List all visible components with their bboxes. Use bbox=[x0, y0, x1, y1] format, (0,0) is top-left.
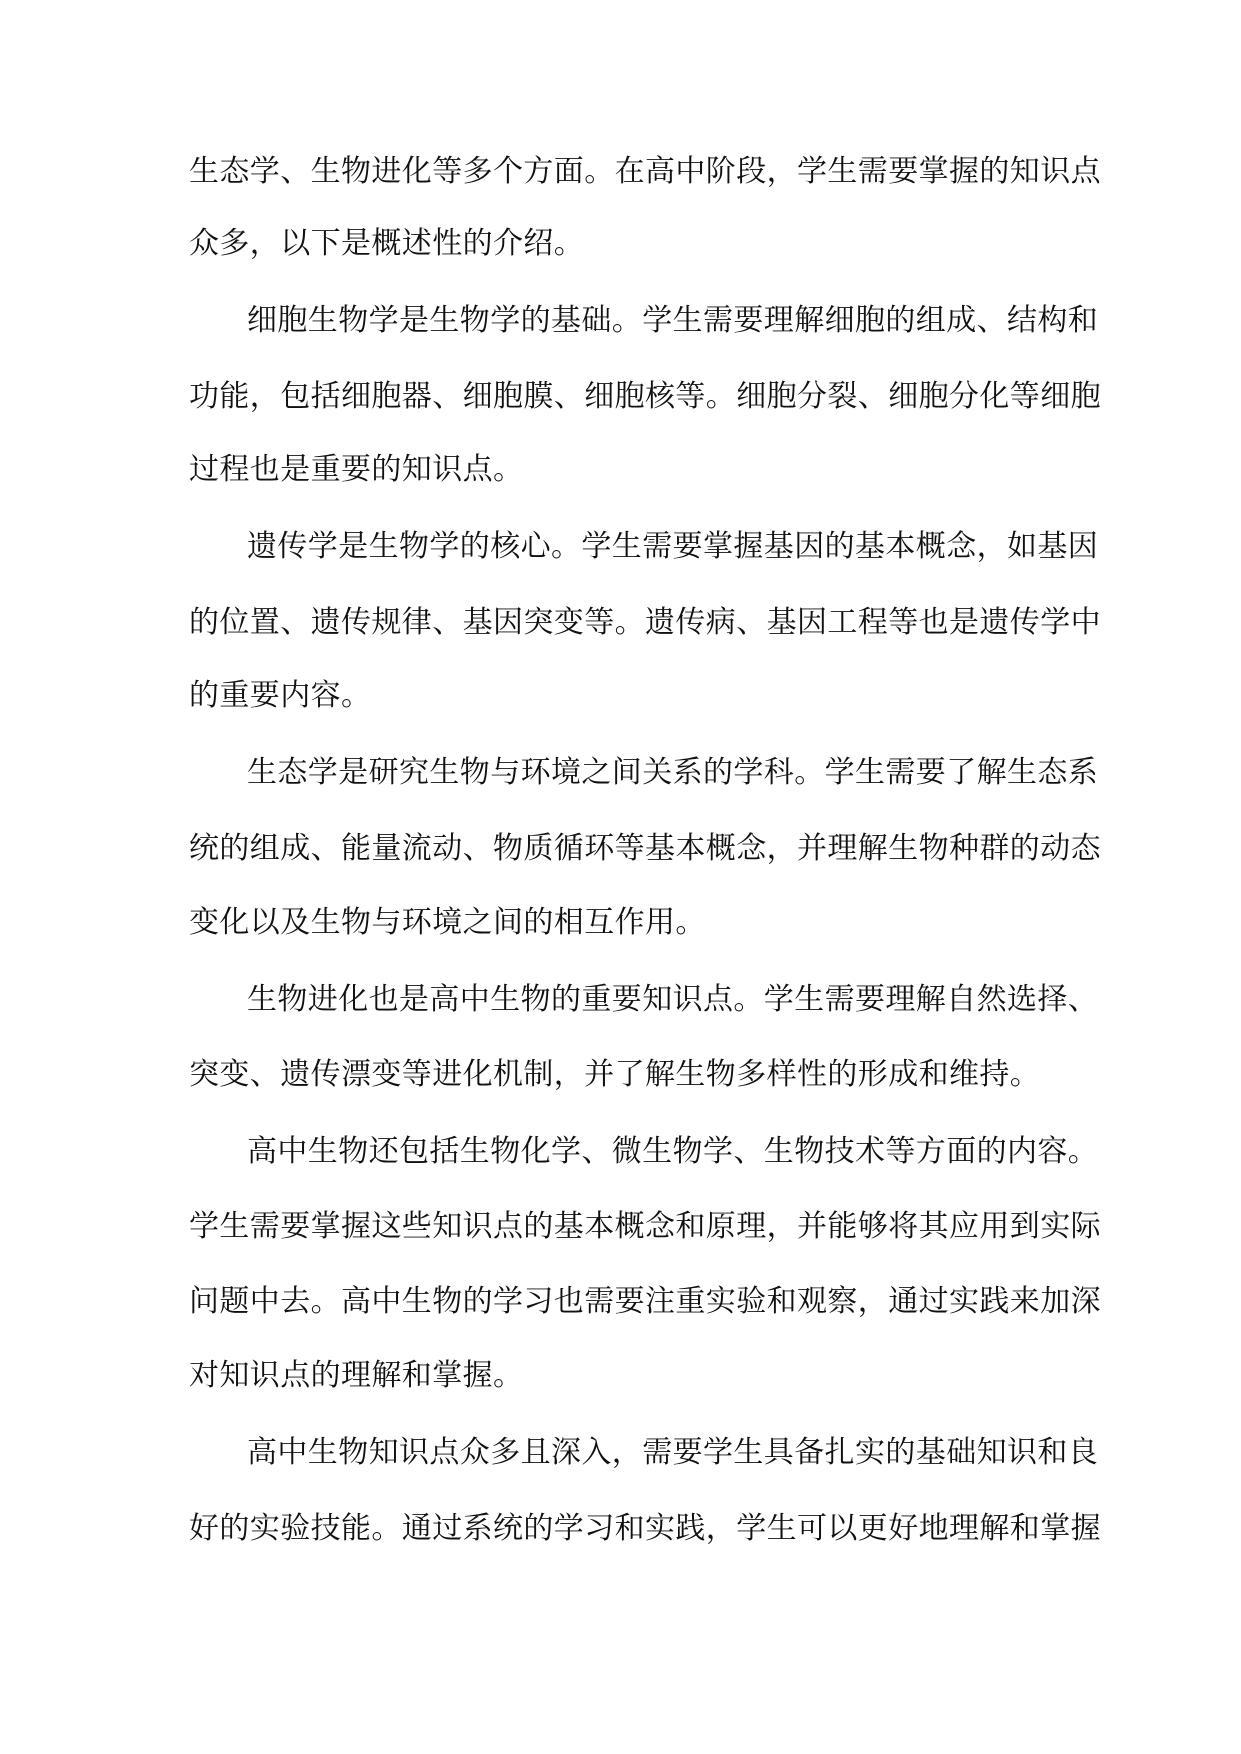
text-line: 好的实验技能。通过系统的学习和实践，学生可以更好地理解和掌握 bbox=[189, 1511, 1101, 1546]
text-line: 过程也是重要的知识点。 bbox=[189, 452, 524, 487]
text-line: 统的组成、能量流动、物质循环等基本概念，并理解生物种群的动态 bbox=[189, 831, 1101, 866]
paragraph-first-line: 细胞生物学是生物学的基础。学生需要理解细胞的组成、结构和 bbox=[247, 303, 1099, 338]
text-line: 的位置、遗传规律、基因突变等。遗传病、基因工程等也是遗传学中 bbox=[189, 605, 1101, 640]
text-line: 众多，以下是概述性的介绍。 bbox=[189, 226, 585, 261]
text-line: 突变、遗传漂变等进化机制，并了解生物多样性的形成和维持。 bbox=[189, 1057, 1041, 1092]
text-line: 变化以及生物与环境之间的相互作用。 bbox=[189, 905, 706, 940]
paragraph-first-line: 高中生物知识点众多且深入，需要学生具备扎实的基础知识和良 bbox=[247, 1435, 1099, 1470]
text-line: 功能，包括细胞器、细胞膜、细胞核等。细胞分裂、细胞分化等细胞 bbox=[189, 379, 1101, 414]
paragraph-first-line: 生态学是研究生物与环境之间关系的学科。学生需要了解生态系 bbox=[247, 755, 1099, 790]
text-line: 对知识点的理解和掌握。 bbox=[189, 1358, 524, 1393]
paragraph-first-line: 生物进化也是高中生物的重要知识点。学生需要理解自然选择、 bbox=[247, 982, 1099, 1017]
text-line: 生态学、生物进化等多个方面。在高中阶段，学生需要掌握的知识点 bbox=[189, 154, 1101, 189]
text-line: 问题中去。高中生物的学习也需要注重实验和观察，通过实践来加深 bbox=[189, 1284, 1101, 1319]
paragraph-first-line: 高中生物还包括生物化学、微生物学、生物技术等方面的内容。 bbox=[247, 1134, 1099, 1169]
text-line: 学生需要掌握这些知识点的基本概念和原理，并能够将其应用到实际 bbox=[189, 1209, 1101, 1244]
paragraph-first-line: 遗传学是生物学的核心。学生需要掌握基因的基本概念，如基因 bbox=[247, 529, 1099, 564]
text-line: 的重要内容。 bbox=[189, 678, 372, 713]
